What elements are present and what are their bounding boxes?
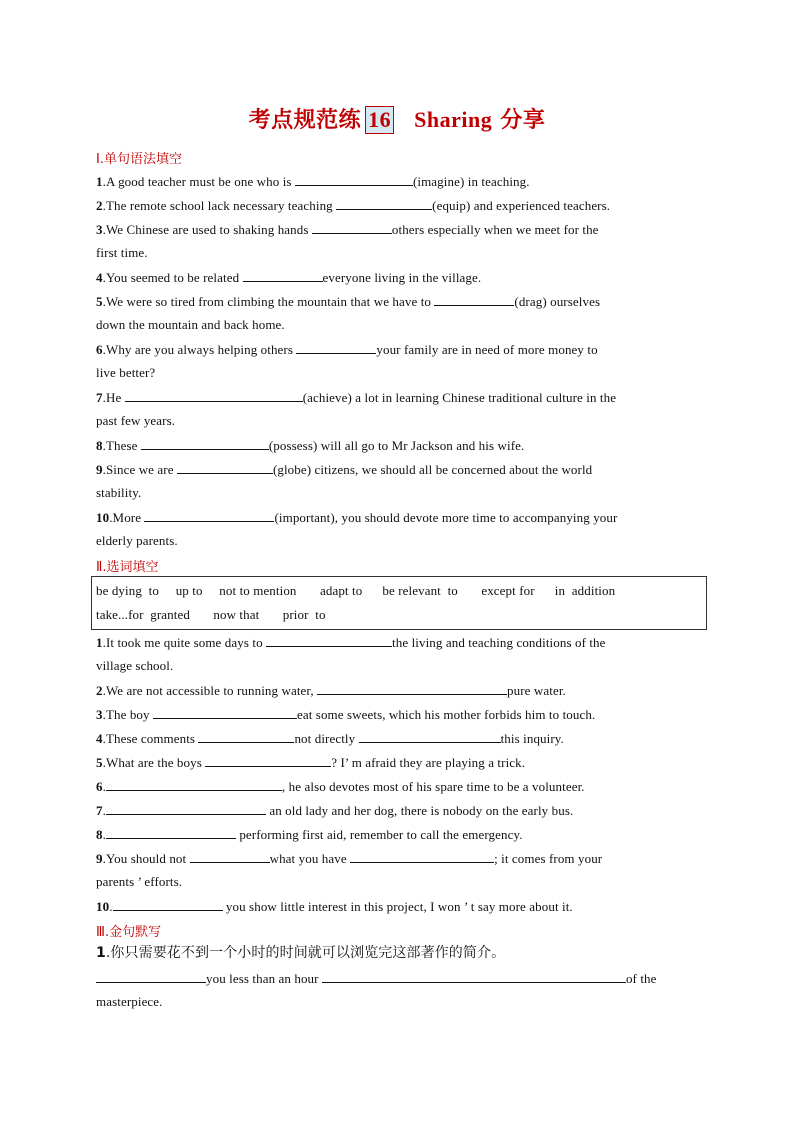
answer-blank[interactable]	[312, 221, 392, 234]
q1-3-cont: first time.	[96, 245, 148, 260]
answer-blank[interactable]	[190, 850, 270, 863]
q3-1: 1.你只需要花不到一个小时的时间就可以浏览完这部著作的简介。	[96, 945, 506, 961]
q1-3: 3.We Chinese are used to shaking hands others especially when we meet for the	[96, 222, 599, 237]
q2-3: 3.The boy eat some sweets, which his mother forbids him to touch.	[96, 707, 596, 722]
q1-5: 5.We were so tired from climbing the mountain that we have to (drag) ourselves	[96, 294, 601, 309]
q1-9-cont: stability.	[96, 485, 142, 500]
title-prefix: 考点规范练	[248, 107, 362, 133]
answer-blank[interactable]	[350, 850, 494, 863]
q1-5-cont: down the mountain and back home.	[96, 317, 285, 332]
q1-10-cont: elderly parents.	[96, 533, 178, 548]
q2-5: 5.What are the boys ? I’ m afraid they are playing a trick.	[96, 755, 526, 770]
answer-blank[interactable]	[106, 802, 266, 815]
answer-blank[interactable]	[144, 509, 274, 522]
answer-blank[interactable]	[266, 634, 392, 647]
answer-blank[interactable]	[153, 706, 297, 719]
q1-6: 6.Why are you always helping others your family are in need of more money to	[96, 342, 598, 357]
answer-blank[interactable]	[125, 389, 303, 402]
answer-blank[interactable]	[336, 197, 432, 210]
answer-blank[interactable]	[106, 826, 236, 839]
q1-8: 8.These (possess) will all go to Mr Jackson and his wife.	[96, 438, 525, 453]
answer-blank[interactable]	[198, 730, 294, 743]
q2-7: 7. an old lady and her dog, there is nobody on the early bus.	[96, 803, 574, 818]
answer-blank[interactable]	[106, 778, 282, 791]
title-english: Sharing	[414, 107, 493, 132]
q2-6: 6. , he also devotes most of his spare time to be a volunteer.	[96, 779, 585, 794]
word-bank-row-1: be dying to up to not to mention adapt to be relevant to except for in addition	[96, 583, 616, 598]
section-1-heading: Ⅰ.单句语法填空	[96, 152, 182, 167]
q2-1: 1.It took me quite some days to the living and teaching conditions of the	[96, 635, 606, 650]
q2-9-cont: parents ’ efforts.	[96, 874, 183, 889]
q3-1-answer: you less than an hour of the	[96, 970, 696, 987]
answer-blank[interactable]	[359, 730, 501, 743]
q2-9: 9.You should not what you have ; it comes from your	[96, 851, 603, 866]
answer-blank[interactable]	[322, 970, 626, 983]
page-title	[0, 103, 794, 134]
q1-10: 10.More (important), you should devote more time to accompanying your	[96, 510, 618, 525]
answer-blank[interactable]	[96, 970, 206, 983]
q2-2: 2.We are not accessible to running water, pure water.	[96, 683, 566, 698]
answer-blank[interactable]	[141, 437, 269, 450]
q1-4: 4.You seemed to be related everyone living in the village.	[96, 270, 482, 285]
q2-10: 10. you show little interest in this project, I won ’ t say more about it.	[96, 899, 573, 914]
section-2-heading: Ⅱ.选词填空	[96, 560, 159, 575]
q1-6-cont: live better?	[96, 365, 156, 380]
title-chinese: 分享	[500, 107, 546, 133]
section-3-heading: Ⅲ.金句默写	[96, 925, 162, 940]
answer-blank[interactable]	[296, 341, 376, 354]
q1-1: 1.A good teacher must be one who is (imagine) in teaching.	[96, 174, 530, 189]
answer-blank[interactable]	[317, 682, 507, 695]
answer-blank[interactable]	[243, 269, 323, 282]
q2-4: 4.These comments not directly this inquiry.	[96, 731, 564, 746]
q1-2: 2.The remote school lack necessary teaching (equip) and experienced teachers.	[96, 198, 611, 213]
answer-blank[interactable]	[113, 898, 223, 911]
q1-9: 9.Since we are (globe) citizens, we should all be concerned about the world	[96, 462, 593, 477]
answer-blank[interactable]	[177, 461, 273, 474]
q3-1-cont: masterpiece.	[96, 994, 163, 1009]
q2-8: 8. performing first aid, remember to call the emergency.	[96, 827, 523, 842]
answer-blank[interactable]	[434, 293, 514, 306]
q1-7-cont: past few years.	[96, 413, 176, 428]
q2-1-cont: village school.	[96, 658, 174, 673]
word-bank-row-2: take...for granted now that prior to	[96, 607, 326, 622]
answer-blank[interactable]	[295, 173, 413, 186]
answer-blank[interactable]	[205, 754, 331, 767]
title-number-badge: 16	[365, 106, 394, 134]
q1-7: 7.He (achieve) a lot in learning Chinese traditional culture in the	[96, 390, 617, 405]
